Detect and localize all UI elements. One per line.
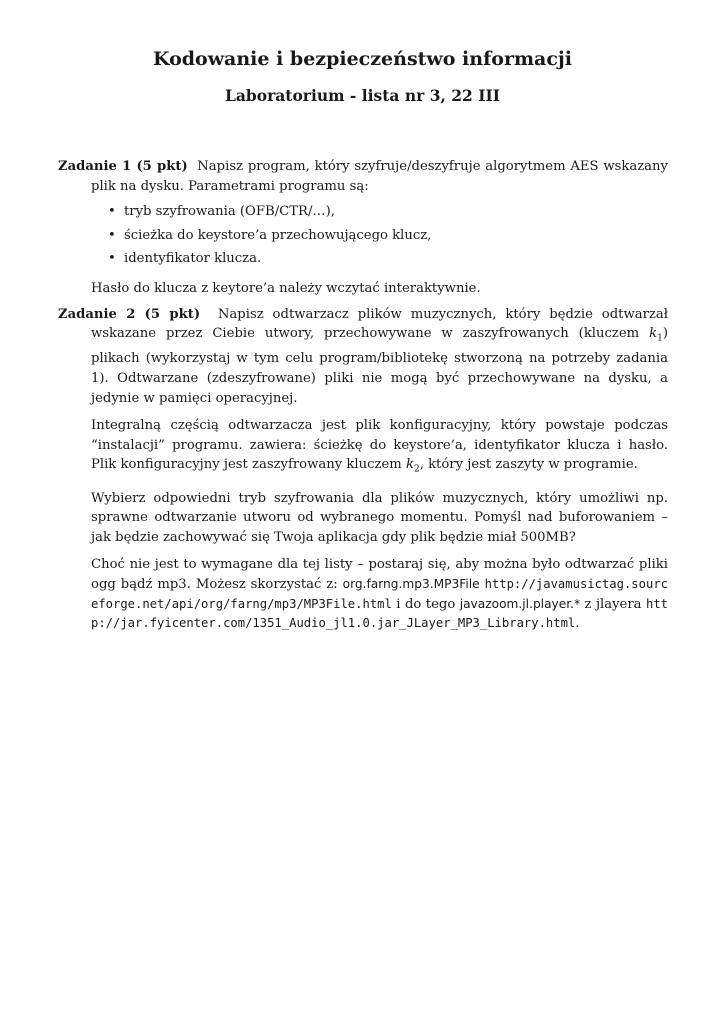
class-name-mp3file: org.farng.mp3.MP3File bbox=[342, 576, 480, 591]
formats-text-d: . bbox=[575, 616, 580, 632]
list-item bbox=[108, 202, 668, 222]
formats-text-b: i do tego bbox=[391, 596, 460, 612]
task-1-parameter-list bbox=[58, 202, 668, 269]
task-2 bbox=[58, 305, 668, 409]
document-title: Kodowanie i bezpieczeństwo informacji bbox=[152, 48, 573, 70]
task-2-mode-paragraph: Wybierz odpowiedni tryb szyfrowania dla plików muzycznych, który umożliwi np. sprawne odtwarzanie utworu od wybranego momentu. Pomyśl nad buforowaniem – jak będzie zachowywać się Twoja aplikacja gdy plik będzie miał 500MB? bbox=[91, 490, 668, 545]
key-k2-subscript: 2 bbox=[413, 465, 420, 475]
class-name-javazoom-player: javazoom.jl.player.* bbox=[459, 596, 581, 611]
list-item-text: tryb szyfrowania (OFB/CTR/…), bbox=[124, 204, 335, 220]
formats-text-c: z jlayera bbox=[580, 596, 646, 612]
bullet-icon: • bbox=[108, 204, 116, 220]
formats-text-a: Choć nie jest to wymagane dla tej listy – postaraj się, aby można było odtwarzać pliki ogg bądź mp3. Możesz skorzystać z: bbox=[91, 557, 668, 592]
task-2-text-end: ) plikach (wykorzystaj w tym celu program/bibliotekę stworzoną na potrzeby zadania 1). Odtwarzane (zdeszyfrowane) pliki nie mogą być przechowywane na dysku, a jedynie w pamięci operacyjnej. bbox=[91, 326, 668, 406]
key-k2-variable: k bbox=[405, 457, 414, 473]
list-item-text: identyfikator klucza. bbox=[124, 251, 262, 267]
config-text-start: Integralną częścią odtwarzacza jest plik konfiguracyjny, który powstaje podczas “instalacji” programu. zawiera: ścieżkę do keystore’a, identyfikator klucza i hasło. Plik konfiguracyjny jest zaszyfrowany kluczem bbox=[91, 418, 668, 473]
config-text-end: , który jest zaszyty w programie. bbox=[419, 457, 638, 473]
link-javamusictag[interactable]: http://javamusictag.sourceforge.net/api/org/farng/mp3/MP3File.html bbox=[91, 576, 668, 611]
list-item bbox=[108, 249, 668, 269]
task-2-formats-paragraph bbox=[58, 555, 668, 633]
bullet-icon: • bbox=[108, 227, 116, 243]
document-subtitle: Laboratorium - lista nr 3, 22 III bbox=[224, 86, 500, 105]
key-k1-subscript: 1 bbox=[657, 333, 663, 344]
task-2-heading: Zadanie 2 (5 pkt) bbox=[58, 306, 201, 322]
bullet-icon: • bbox=[108, 251, 116, 267]
task-1-text: Napisz program, który szyfruje/deszyfruje algorytmem AES wskazany plik na dysku. Parametrami programu są: bbox=[91, 159, 668, 194]
task-1 bbox=[58, 157, 668, 196]
task-2-text-start: Napisz odtwarzacz plików muzycznych, który będzie odtwarzał wskazane przez Ciebie utwory, przechowywane w zaszyfrowanych (kluczem bbox=[91, 306, 669, 342]
link-jlayer[interactable]: http://jar.fyicenter.com/1351_Audio_jl1.0.jar_JLayer_MP3_Library.html bbox=[91, 596, 668, 631]
list-item-text: ścieżka do keystore’a przechowującego klucz, bbox=[124, 227, 432, 243]
task-1-note: Hasło do klucza z keytore’a należy wczytać interaktywnie. bbox=[91, 280, 481, 296]
task-2-config-paragraph bbox=[58, 416, 668, 480]
list-item bbox=[108, 226, 668, 246]
task-1-heading: Zadanie 1 (5 pkt) bbox=[58, 159, 188, 174]
key-k1-variable: k bbox=[649, 326, 658, 342]
document-body bbox=[58, 157, 668, 634]
